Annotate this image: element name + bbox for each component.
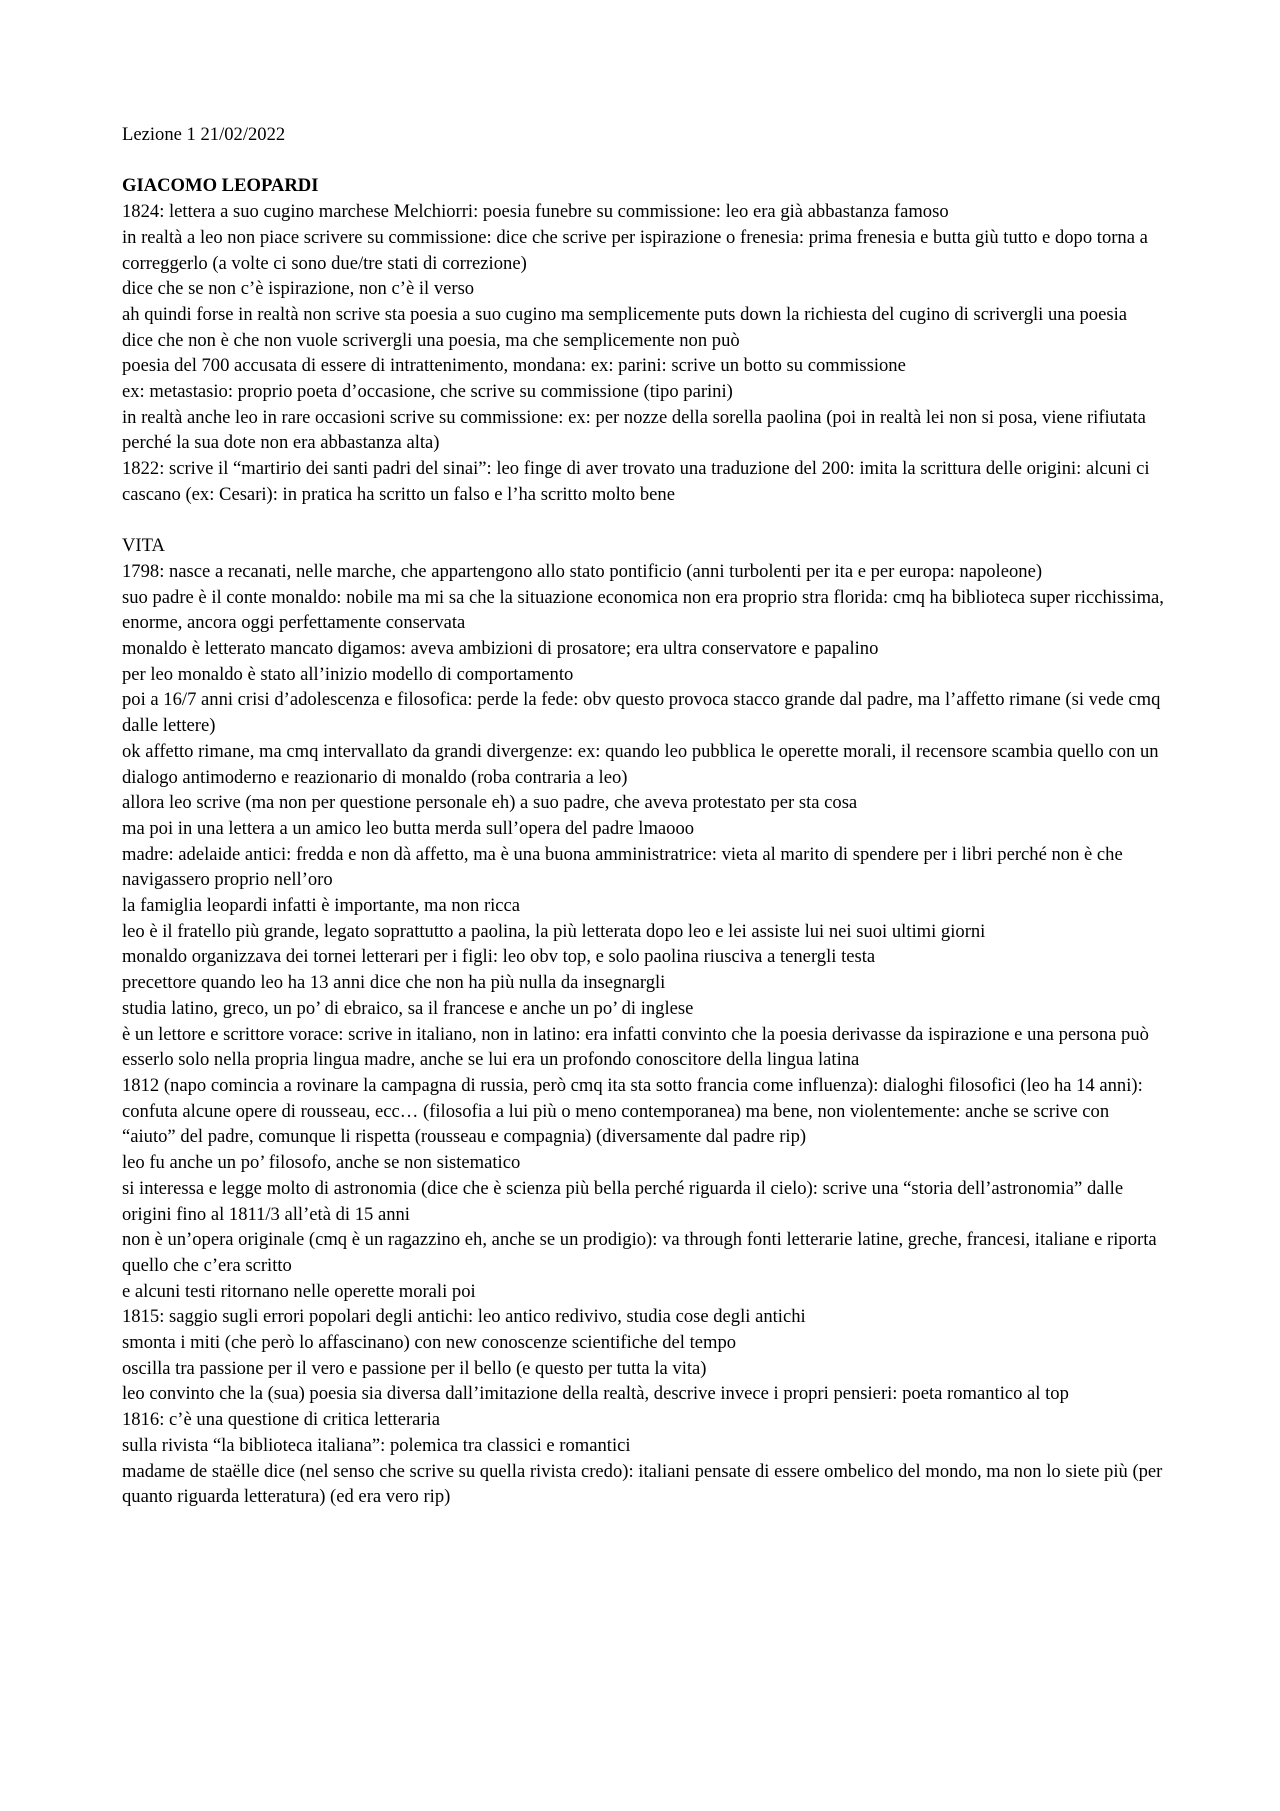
paragraph: leo convinto che la (sua) poesia sia diversa dall’imitazione della realtà, descrive invece i propri pensieri: poeta romantico al top — [122, 1383, 1069, 1405]
paragraph: ok affetto rimane, ma cmq intervallato da grandi divergenze: ex: quando leo pubblica le operette morali, il recensore scambia quello con un dialogo antimoderno e reazionario di monaldo (roba contraria a leo) — [122, 740, 1159, 788]
paragraph: 1822: scrive il “martirio dei santi padri del sinai”: leo finge di aver trovato una traduzione del 200: imita la scrittura delle origini: alcuni ci cascano (ex: Cesari): in pratica ha scritto un falso e l’ha scritto molto bene — [122, 458, 1150, 505]
paragraph: madame de staëlle dice (nel senso che scrive su quella rivista credo): italiani pensate di essere ombelico del mondo, ma non lo siete più (per quanto riguarda letteratura) (ed era vero rip) — [122, 1460, 1163, 1508]
paragraph: ma poi in una lettera a un amico leo butta merda sull’opera del padre lmaooo — [122, 817, 695, 839]
paragraph: suo padre è il conte monaldo: nobile ma mi sa che la situazione economica non era proprio stra florida: cmq ha biblioteca super ricchissima, enorme, ancora oggi perfettamente conservata — [122, 586, 1164, 634]
paragraph: in realtà a leo non piace scrivere su commissione: dice che scrive per ispirazione o frenesia: prima frenesia e butta giù tutto e dopo torna a correggerlo (a volte ci sono due/tre stati di correzione) — [122, 226, 1148, 274]
paragraph: madre: adelaide antici: fredda e non dà affetto, ma è una buona amministratrice: vieta al marito di spendere per i libri perché non è che navigassero proprio nell’oro — [122, 843, 1123, 891]
paragraph: è un lettore e scrittore vorace: scrive in italiano, non in latino: era infatti convinto che la poesia derivasse da ispirazione e una persona può esserlo solo nella propria lingua madre, anche se lui era un profondo conoscitore della lingua latina — [122, 1023, 1149, 1071]
paragraph: dice che se non c’è ispirazione, non c’è il verso — [122, 278, 475, 300]
paragraph: smonta i miti (che però lo affascinano) con new conoscenze scientifiche del tempo — [122, 1332, 737, 1354]
blank-line — [122, 508, 1167, 534]
paragraph: allora leo scrive (ma non per questione personale eh) a suo padre, che aveva protestato per sta cosa — [122, 792, 858, 814]
paragraph: monaldo è letterato mancato digamos: aveva ambizioni di prosatore; era ultra conservatore e papalino — [122, 638, 879, 660]
section-title-giacomo-leopardi: GIACOMO LEOPARDI — [122, 175, 319, 197]
paragraph: sulla rivista “la biblioteca italiana”: polemica tra classici e romantici — [122, 1434, 631, 1456]
paragraph: 1816: c’è una questione di critica letteraria — [122, 1409, 441, 1431]
paragraph: 1812 (napo comincia a rovinare la campagna di russia, però cmq ita sta sotto francia come influenza): dialoghi filosofici (leo ha 14 anni): confuta alcune opere di rousseau, ecc… (filosofia a lui più o meno contemporanea) ma bene, non violentemente: anche se scrive con “aiuto” del padre, comunque li rispetta (rousseau e compagnia) (diversamente dal padre rip) — [122, 1074, 1143, 1148]
lesson-date-line: Lezione 1 21/02/2022 — [122, 124, 286, 145]
document-body — [122, 122, 1167, 1510]
paragraph: e alcuni testi ritornano nelle operette morali poi — [122, 1280, 476, 1302]
paragraph: leo è il fratello più grande, legato soprattutto a paolina, la più letterata dopo leo e lei assiste lui nei suoi ultimi giorni — [122, 920, 986, 942]
paragraph: non è un’opera originale (cmq è un ragazzino eh, anche se un prodigio): va through fonti letterarie latine, greche, francesi, italiane e riporta quello che c’era scritto — [122, 1229, 1157, 1276]
paragraph: monaldo organizzava dei tornei letterari per i figli: leo obv top, e solo paolina riusciva a tenergli testa — [122, 946, 876, 968]
paragraph: in realtà anche leo in rare occasioni scrive su commissione: ex: per nozze della sorella paolina (poi in realtà lei non si posa, viene rifiutata perché la sua dote non era abbastanza alta) — [122, 406, 1146, 454]
paragraph: ah quindi forse in realtà non scrive sta poesia a suo cugino ma semplicemente puts down la richiesta del cugino di scrivergli una poesia — [122, 303, 1127, 325]
paragraph: 1815: saggio sugli errori popolari degli antichi: leo antico redivivo, studia cose degli antichi — [122, 1306, 806, 1328]
paragraph: per leo monaldo è stato all’inizio modello di comportamento — [122, 663, 574, 685]
blank-line — [122, 148, 1167, 174]
paragraph: 1798: nasce a recanati, nelle marche, che appartengono allo stato pontificio (anni turbolenti per ita e per europa: napoleone) — [122, 560, 1043, 582]
paragraph: dice che non è che non vuole scrivergli una poesia, ma che semplicemente non può — [122, 329, 740, 351]
paragraph: la famiglia leopardi infatti è importante, ma non ricca — [122, 895, 521, 917]
paragraph: studia latino, greco, un po’ di ebraico, sa il francese e anche un po’ di inglese — [122, 997, 694, 1019]
paragraph: precettore quando leo ha 13 anni dice che non ha più nulla da insegnargli — [122, 972, 666, 994]
paragraph: poesia del 700 accusata di essere di intrattenimento, mondana: ex: parini: scrive un botto su commissione — [122, 355, 906, 377]
section-title-vita: VITA — [122, 535, 165, 557]
paragraph: si interessa e legge molto di astronomia (dice che è scienza più bella perché riguarda il cielo): scrive una “storia dell’astronomia” dalle origini fino al 1811/3 all’età di 15 anni — [122, 1177, 1124, 1225]
paragraph: oscilla tra passione per il vero e passione per il bello (e questo per tutta la vita) — [122, 1357, 707, 1379]
paragraph: leo fu anche un po’ filosofo, anche se non sistematico — [122, 1152, 521, 1174]
paragraph: 1824: lettera a suo cugino marchese Melchiorri: poesia funebre su commissione: leo era già abbastanza famoso — [122, 201, 949, 223]
paragraph: ex: metastasio: proprio poeta d’occasione, che scrive su commissione (tipo parini) — [122, 381, 733, 403]
paragraph: poi a 16/7 anni crisi d’adolescenza e filosofica: perde la fede: obv questo provoca stacco grande dal padre, ma l’affetto rimane (si vede cmq dalle lettere) — [122, 689, 1161, 737]
